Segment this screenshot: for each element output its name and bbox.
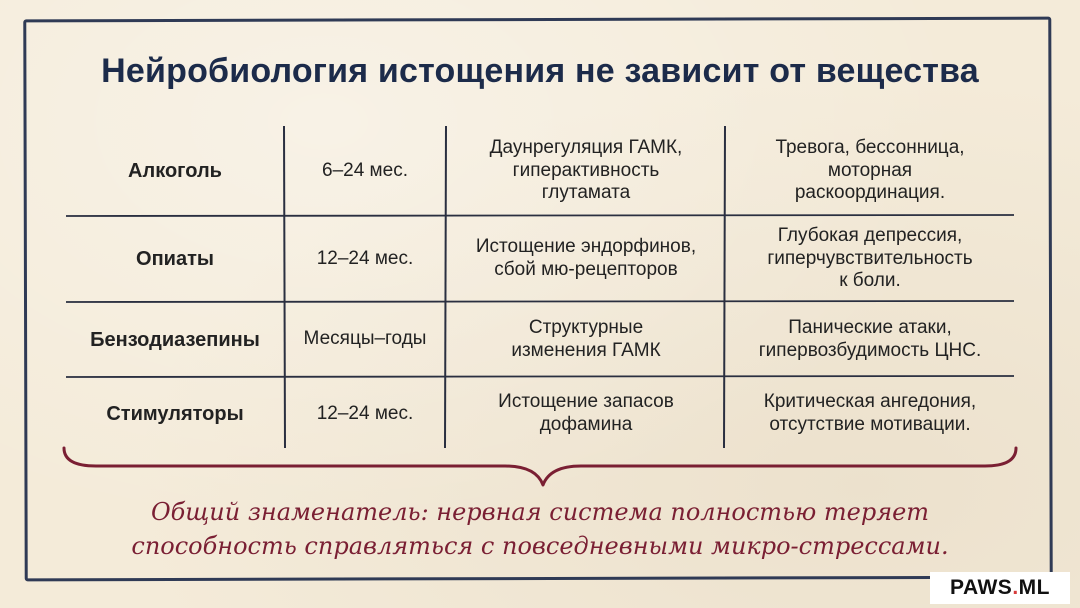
curly-brace	[64, 448, 1016, 485]
row-divider-3	[66, 376, 1014, 377]
row-3-substance: Бензодиазепины	[90, 328, 260, 351]
row-divider-1	[66, 215, 1014, 216]
column-divider-2	[445, 126, 446, 448]
footnote-line-1: Общий знаменатель: нервная система полностью теряет	[150, 498, 930, 526]
footnote-common-denominator	[0, 496, 1080, 563]
logo-suffix: ML	[1018, 576, 1050, 599]
row-3-symptoms: Панические атаки, гипервозбудимость ЦНС.	[758, 316, 982, 361]
footnote-line-2: способность справляться с повседневными микро-стрессами.	[131, 531, 949, 560]
row-1-symptoms: Тревога, бессонница, моторная раскоординация.	[775, 136, 965, 204]
row-4-mechanism: Истощение запасов дофамина	[498, 391, 674, 435]
paws-ml-logo	[930, 572, 1070, 604]
row-3-mechanism: Структурные изменения ГАМК	[511, 316, 661, 361]
logo-main: PAWS	[950, 576, 1013, 599]
row-4-symptoms: Критическая ангедония, отсутствие мотивации.	[763, 391, 977, 435]
row-2-symptoms: Глубокая депрессия, гиперчувствительность к боли.	[767, 224, 973, 292]
row-1-duration: 6–24 мес.	[322, 159, 408, 181]
column-divider-1	[284, 126, 285, 448]
row-2-duration: 12–24 мес.	[316, 247, 414, 269]
row-3-duration: Месяцы–годы	[303, 328, 427, 350]
row-2-substance: Опиаты	[136, 248, 214, 270]
row-4-duration: 12–24 мес.	[316, 402, 414, 424]
row-2-mechanism: Истощение эндорфинов, сбой мю-рецепторов	[475, 236, 697, 280]
row-1-substance: Алкоголь	[128, 160, 222, 182]
row-4-substance: Стимуляторы	[106, 403, 244, 425]
page-title: Нейробиология истощения не зависит от вещества	[101, 52, 979, 90]
row-1-mechanism: Даунрегуляция ГАМК, гиперактивность глутамата	[489, 136, 683, 204]
column-divider-3	[724, 126, 725, 448]
row-divider-2	[66, 301, 1014, 302]
logo-dot: .	[1012, 576, 1019, 599]
